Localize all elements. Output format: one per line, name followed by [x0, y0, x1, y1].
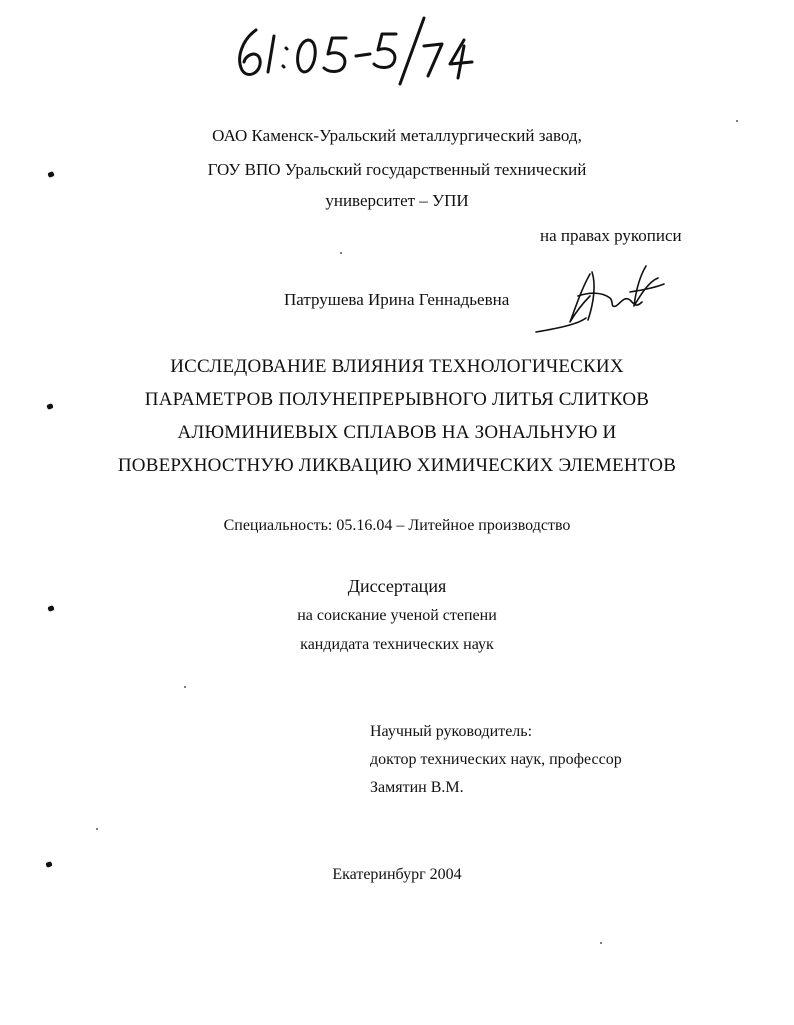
scan-speck — [96, 828, 98, 830]
scan-speck — [600, 942, 602, 944]
manuscript-rights-note: на правах рукописи — [540, 226, 682, 245]
thesis-title-line-4: ПОВЕРХНОСТНУЮ ЛИКВАЦИЮ ХИМИЧЕСКИХ ЭЛЕМЕНТОВ — [117, 455, 677, 476]
author-name: Патрушева Ирина Геннадьевна — [284, 290, 510, 309]
city-year: Екатеринбург 2004 — [332, 866, 462, 883]
thesis-title-line-1: ИССЛЕДОВАНИЕ ВЛИЯНИЯ ТЕХНОЛОГИЧЕСКИХ — [170, 356, 624, 377]
scan-speck — [736, 120, 738, 122]
dissertation-degree-line-2: кандидата технических наук — [300, 636, 494, 653]
organization-line-3: университет – УПИ — [325, 191, 469, 210]
scan-speck — [340, 252, 342, 254]
dissertation-degree-line-1: на соискание ученой степени — [297, 607, 497, 624]
scan-speck — [184, 686, 186, 688]
advisor-name: Замятин В.М. — [370, 779, 464, 796]
specialty-line: Специальность: 05.16.04 – Литейное производство — [223, 517, 571, 534]
advisor-label: Научный руководитель: — [370, 723, 533, 740]
organization-line-1: ОАО Каменск-Уральский металлургический завод, — [212, 126, 582, 145]
author-signature — [530, 262, 670, 337]
thesis-title-line-3: АЛЮМИНИЕВЫХ СПЛАВОВ НА ЗОНАЛЬНУЮ И — [177, 422, 617, 443]
organization-line-2: ГОУ ВПО Уральский государственный технический — [207, 160, 587, 179]
dissertation-label: Диссертация — [347, 576, 447, 596]
handwritten-archive-code — [228, 10, 478, 90]
advisor-degree: доктор технических наук, профессор — [370, 751, 622, 768]
thesis-title-line-2: ПАРАМЕТРОВ ПОЛУНЕПРЕРЫВНОГО ЛИТЬЯ СЛИТКОВ — [144, 389, 650, 410]
